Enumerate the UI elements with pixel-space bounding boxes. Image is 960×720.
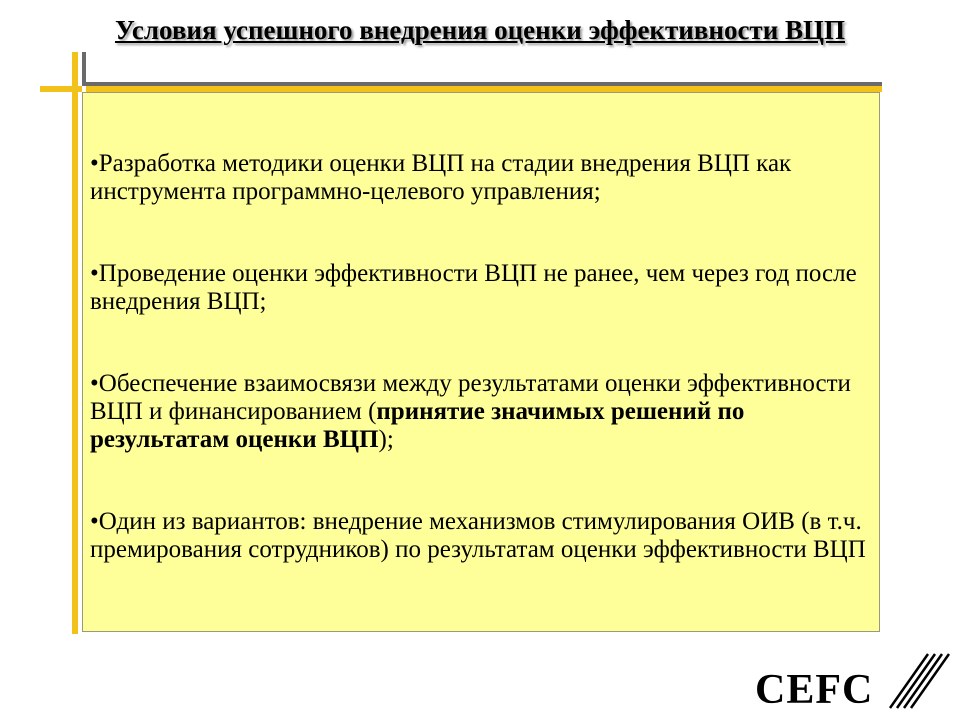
bullet-marker: •: [90, 508, 99, 535]
bullet-item: [90, 260, 880, 316]
bullet-text-before: Обеспечение взаимосвязи между результатами оценки эффективности ВЦП и финансированием (: [90, 370, 851, 425]
bullet-text-after: );: [378, 426, 394, 453]
frame-gold-vertical: [72, 52, 78, 634]
bullet-item: [90, 370, 880, 454]
frame-dark-vertical: [82, 52, 86, 86]
bullet-marker: •: [90, 370, 99, 397]
bullet-item: [90, 508, 880, 564]
diagonal-lines-logo-icon: [880, 650, 950, 710]
bullet-text-bold: принятие значимых решений по результатам оценки ВЦП: [90, 398, 745, 453]
bullet-text: Один из вариантов: внедрение механизмов стимулирования ОИВ (в т.ч. премирования сотрудников) по результатам оценки эффективности ВЦП: [90, 508, 866, 563]
bullet-marker: •: [90, 260, 99, 287]
bullet-list: [90, 150, 880, 618]
logo-text: CEFC: [755, 667, 874, 713]
bullet-item: [90, 150, 880, 206]
bullet-text: Проведение оценки эффективности ВЦП не ранее, чем через год после внедрения ВЦП;: [90, 260, 857, 315]
bullet-text: Разработка методики оценки ВЦП на стадии внедрения ВЦП как инструмента программно-целевого управления;: [90, 150, 792, 205]
bullet-marker: •: [90, 150, 99, 177]
slide-title: Условия успешного внедрения оценки эффективности ВЦП: [114, 15, 846, 45]
frame-gold-horizontal: [40, 86, 82, 92]
